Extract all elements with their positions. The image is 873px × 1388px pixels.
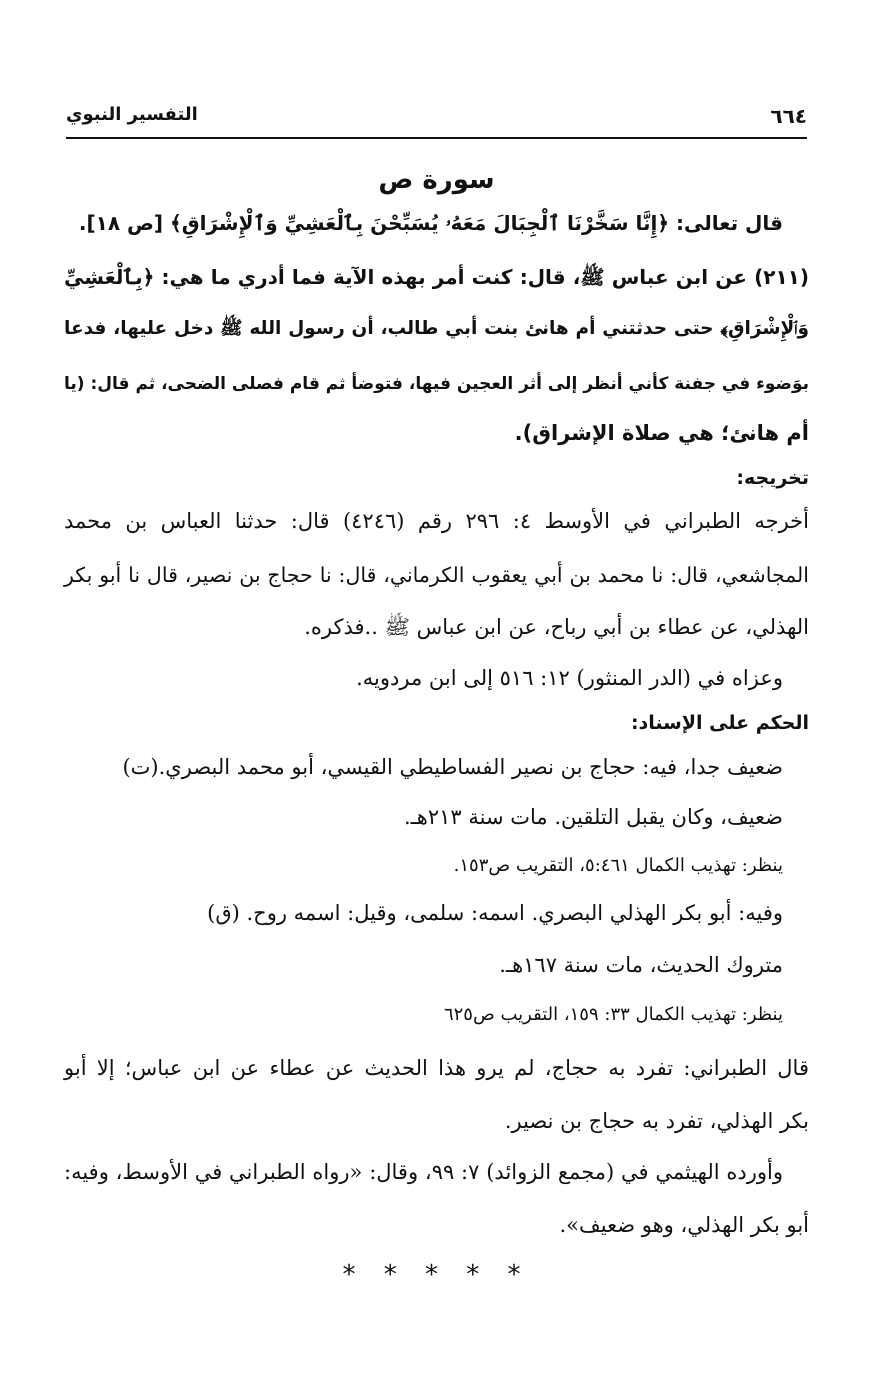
takhrij-line-1: أخرجه الطبراني في الأوسط ٤: ٢٩٦ رقم (٤٢٤٦) قال: حدثنا العباس بن محمد <box>64 509 809 533</box>
tabarani-line-2: بكر الهذلي، تفرد به حجاج بن نصير. <box>504 1109 809 1133</box>
isnad-line-2: ضعيف، وكان يقبل التلقين. مات سنة ٢١٣هـ. <box>403 805 783 829</box>
isnad-line-6: ينظر: تهذيب الكمال ٣٣: ١٥٩، التقريب ص٦٢٥ <box>443 1004 783 1025</box>
haythami-line-1: وأورده الهيثمي في (مجمع الزوائد) ٧: ٩٩، وقال: «رواه الطبراني في الأوسط، وفيه: <box>64 1160 783 1184</box>
running-header <box>66 104 807 138</box>
surah-title: سورة ص <box>378 165 495 195</box>
isnad-heading: الحكم على الإسناد: <box>630 712 809 734</box>
tabarani-line-1: قال الطبراني: تفرد به حجاج، لم يرو هذا الحديث عن عطاء عن ابن عباس؛ إلا أبو <box>64 1056 809 1080</box>
isnad-line-1: ضعيف جدا، فيه: حجاج بن نصير الفساطيطي القيسي، أبو محمد البصري.(ت) <box>122 755 783 779</box>
header-rule <box>66 137 807 139</box>
isnad-line-5: متروك الحديث، مات سنة ١٦٧هـ. <box>499 953 783 977</box>
isnad-line-4: وفيه: أبو بكر الهذلي البصري. اسمه: سلمى، وقيل: اسمه روح. (ق) <box>207 901 783 925</box>
page-number: ٦٦٤ <box>770 104 807 128</box>
takhrij-line-3: الهذلي، عن عطاء بن أبي رباح، عن ابن عباس ﷺ ..فذكره. <box>304 615 809 639</box>
hadith-line-2: وَٱلْإِشْرَاقِ﴾ حتى حدثتني أم هانئ بنت أبي طالب، أن رسول الله ﷺ دخل عليها، فدعا <box>64 318 809 339</box>
takhrij-heading: تخريجه: <box>736 467 809 489</box>
verse-line: قال تعالى: ﴿إِنَّا سَخَّرْنَا ٱلْجِبَالَ مَعَهُۥ يُسَبِّحْنَ بِٱلْعَشِيِّ وَٱلْإِشْرَاقِ﴾ [ص ١٨]. <box>78 211 783 235</box>
book-title: التفسير النبوي <box>66 104 198 125</box>
section-ornament: * * * * * <box>342 1260 531 1290</box>
isnad-line-3: ينظر: تهذيب الكمال ٥:٤٦١، التقريب ص١٥٣. <box>453 855 783 876</box>
takhrij-line-4: وعزاه في (الدر المنثور) ١٢: ٥١٦ إلى ابن مردويه. <box>356 666 783 690</box>
haythami-line-2: أبو بكر الهذلي، وهو ضعيف». <box>559 1213 809 1237</box>
hadith-line-3: بوَضوء في جفنة كأني أنظر إلى أثر العجين فيها، فتوضأ ثم قام فصلى الضحى، ثم قال: (يا <box>64 374 809 394</box>
takhrij-line-2: المجاشعي، قال: نا محمد بن أبي يعقوب الكرماني، قال: نا حجاج بن نصير، قال نا أبو بكر <box>64 563 809 587</box>
hadith-line-1: (٢١١) عن ابن عباس ﷺ، قال: كنت أمر بهذه الآية فما أدري ما هي: ﴿بِٱلْعَشِيِّ <box>64 265 809 289</box>
hadith-line-4: أم هانئ؛ هي صلاة الإشراق). <box>514 421 809 445</box>
